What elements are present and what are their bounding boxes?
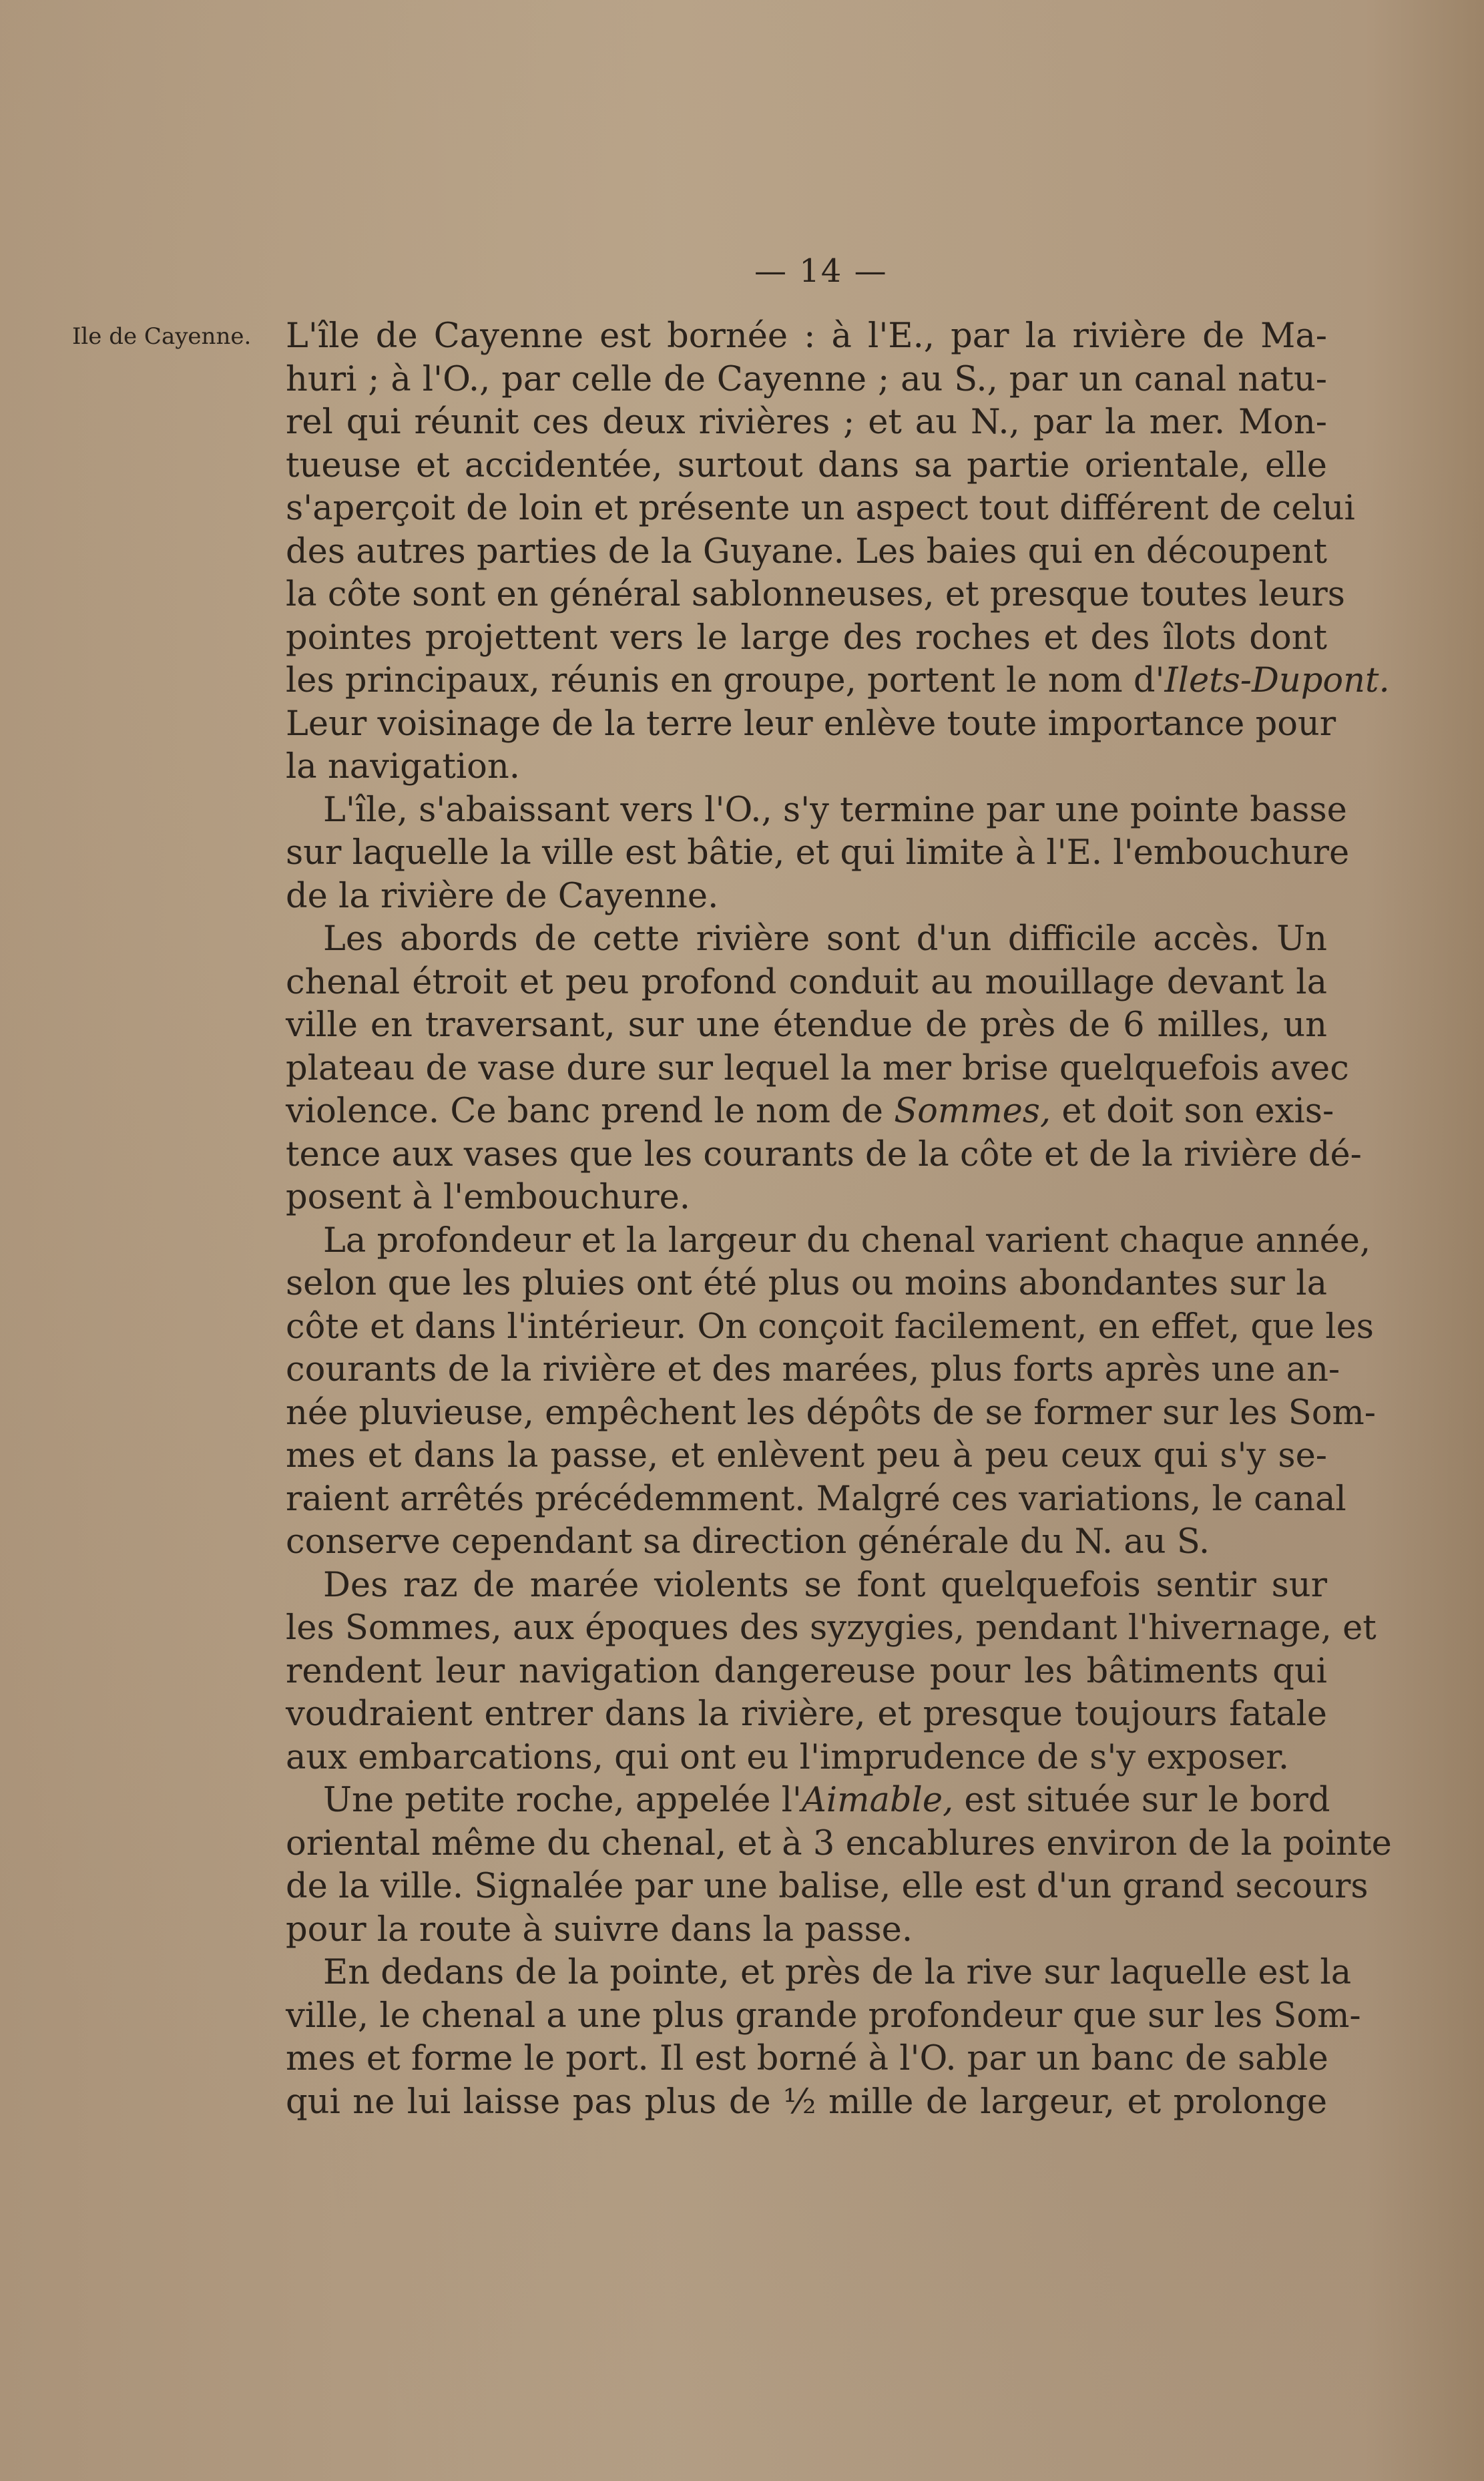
page-number: — 14 — bbox=[754, 252, 888, 290]
body-text bbox=[286, 315, 1392, 2124]
text-line bbox=[286, 487, 1355, 531]
text-line bbox=[286, 1823, 1392, 1866]
text-line bbox=[286, 1693, 1327, 1737]
line-text: ville, le chenal a une plus grande profondeur que sur les Som- bbox=[286, 1996, 1361, 2036]
text-line bbox=[286, 961, 1327, 1005]
text-line bbox=[286, 1263, 1327, 1306]
line-text: sur laquelle la ville est bâtie, et qui limite à l'E. l'embouchure bbox=[286, 833, 1350, 873]
text-line bbox=[286, 359, 1327, 402]
line-text: Les abords de cette rivière sont d'un difficile accès. Un bbox=[323, 919, 1327, 959]
italic-term: Aimable, bbox=[801, 1781, 954, 1820]
text-line bbox=[286, 574, 1345, 617]
italic-term: Sommes, bbox=[894, 1092, 1051, 1131]
margin-note: Ile de Cayenne. bbox=[72, 323, 252, 350]
line-text: s'aperçoit de loin et présente un aspect tout différent de celui bbox=[286, 489, 1355, 528]
text-line bbox=[286, 875, 1327, 919]
text-line bbox=[286, 1737, 1327, 1780]
line-text: aux embarcations, qui ont eu l'imprudence de s'y exposer. bbox=[286, 1737, 1290, 1777]
text-line bbox=[286, 1004, 1327, 1048]
text-line bbox=[286, 1392, 1377, 1435]
text-line bbox=[286, 315, 1327, 359]
text-line bbox=[286, 1521, 1327, 1564]
italic-term: Ilets-Dupont. bbox=[1164, 661, 1390, 700]
line-text: oriental même du chenal, et à 3 encablures environ de la pointe bbox=[286, 1823, 1392, 1863]
text-line bbox=[286, 1306, 1374, 1349]
text-line bbox=[286, 1995, 1361, 2038]
line-text: selon que les pluies ont été plus ou moins abondantes sur la bbox=[286, 1264, 1327, 1303]
text-line bbox=[286, 1435, 1327, 1478]
text-line bbox=[286, 1909, 1327, 1952]
text-line bbox=[286, 2081, 1327, 2124]
text-line bbox=[286, 1134, 1362, 1177]
text-line bbox=[286, 1865, 1369, 1909]
line-text: huri ; à l'O., par celle de Cayenne ; au S., par un canal natu- bbox=[286, 359, 1327, 399]
text-line bbox=[286, 617, 1327, 660]
line-text: de la ville. Signalée par une balise, elle est d'un grand secours bbox=[286, 1867, 1369, 1906]
line-text: rel qui réunit ces deux rivières ; et au N., par la mer. Mon- bbox=[286, 403, 1327, 442]
text-line bbox=[286, 660, 1390, 703]
text-line bbox=[286, 531, 1327, 574]
line-text: L'île de Cayenne est bornée : à l'E., par la rivière de Ma- bbox=[286, 316, 1327, 356]
line-text: est située sur le bord bbox=[953, 1781, 1330, 1820]
text-line bbox=[286, 1952, 1352, 1995]
line-text: ville en traversant, sur une étendue de près de 6 milles, un bbox=[286, 1005, 1327, 1045]
line-text: et doit son exis- bbox=[1051, 1092, 1334, 1131]
line-text: la côte sont en général sablonneuses, et presque toutes leurs bbox=[286, 575, 1345, 614]
line-text: rendent leur navigation dangereuse pour les bâtiments qui bbox=[286, 1651, 1327, 1691]
line-text: pointes projettent vers le large des roches et des îlots dont bbox=[286, 618, 1327, 658]
text-line bbox=[286, 445, 1327, 488]
line-text: posent à l'embouchure. bbox=[286, 1178, 690, 1217]
text-line bbox=[286, 703, 1336, 746]
line-text: violence. Ce banc prend le nom de bbox=[286, 1092, 895, 1131]
line-text: née pluvieuse, empêchent les dépôts de se former sur les Som- bbox=[286, 1393, 1377, 1433]
line-text: plateau de vase dure sur lequel la mer brise quelquefois avec bbox=[286, 1048, 1349, 1088]
text-line bbox=[286, 1564, 1327, 1608]
line-text: L'île, s'abaissant vers l'O., s'y termine par une pointe basse bbox=[323, 790, 1347, 830]
text-line bbox=[286, 1176, 1327, 1220]
text-line bbox=[286, 1478, 1346, 1522]
text-line bbox=[286, 1650, 1327, 1694]
text-line bbox=[286, 789, 1347, 833]
text-line bbox=[286, 1779, 1330, 1823]
line-text: Une petite roche, appelée l' bbox=[323, 1781, 802, 1820]
line-text: courants de la rivière et des marées, plus forts après une an- bbox=[286, 1350, 1340, 1389]
line-text: qui ne lui laisse pas plus de ½ mille de largeur, et prolonge bbox=[286, 2082, 1327, 2122]
text-line bbox=[286, 2038, 1327, 2081]
line-text: la navigation. bbox=[286, 747, 520, 786]
text-line bbox=[286, 832, 1350, 875]
text-line bbox=[286, 746, 1327, 789]
text-line bbox=[286, 1349, 1340, 1392]
text-line bbox=[286, 1048, 1349, 1091]
line-text: Leur voisinage de la terre leur enlève toute importance pour bbox=[286, 704, 1336, 744]
line-text: conserve cependant sa direction générale du N. au S. bbox=[286, 1522, 1210, 1562]
text-line bbox=[286, 1090, 1334, 1134]
text-line bbox=[286, 1607, 1377, 1650]
line-text: En dedans de la pointe, et près de la rive sur laquelle est la bbox=[323, 1953, 1352, 1992]
line-text: pour la route à suivre dans la passe. bbox=[286, 1909, 913, 1950]
line-text: chenal étroit et peu profond conduit au mouillage devant la bbox=[286, 962, 1327, 1002]
text-line bbox=[286, 918, 1327, 961]
line-text: côte et dans l'intérieur. On conçoit facilement, en effet, que les bbox=[286, 1307, 1374, 1347]
line-text: mes et dans la passe, et enlèvent peu à peu ceux qui s'y se- bbox=[286, 1436, 1327, 1476]
line-text: les Sommes, aux époques des syzygies, pendant l'hivernage, et bbox=[286, 1608, 1377, 1648]
text-line bbox=[286, 1220, 1371, 1263]
line-text: tueuse et accidentée, surtout dans sa partie orientale, elle bbox=[286, 445, 1327, 485]
line-text: La profondeur et la largeur du chenal varient chaque année, bbox=[323, 1220, 1371, 1261]
line-text: tence aux vases que les courants de la côte et de la rivière dé- bbox=[286, 1134, 1362, 1174]
line-text: mes et forme le port. Il est borné à l'O. par un banc de sable bbox=[286, 2039, 1328, 2078]
line-text: voudraient entrer dans la rivière, et presque toujours fatale bbox=[286, 1695, 1327, 1734]
line-text: raient arrêtés précédemment. Malgré ces variations, le canal bbox=[286, 1479, 1346, 1519]
line-text: de la rivière de Cayenne. bbox=[286, 876, 719, 916]
text-line bbox=[286, 401, 1327, 445]
line-text: des autres parties de la Guyane. Les baies qui en découpent bbox=[286, 531, 1327, 572]
line-text: les principaux, réunis en groupe, portent le nom d' bbox=[286, 661, 1165, 700]
line-text: Des raz de marée violents se font quelquefois sentir sur bbox=[323, 1565, 1327, 1605]
